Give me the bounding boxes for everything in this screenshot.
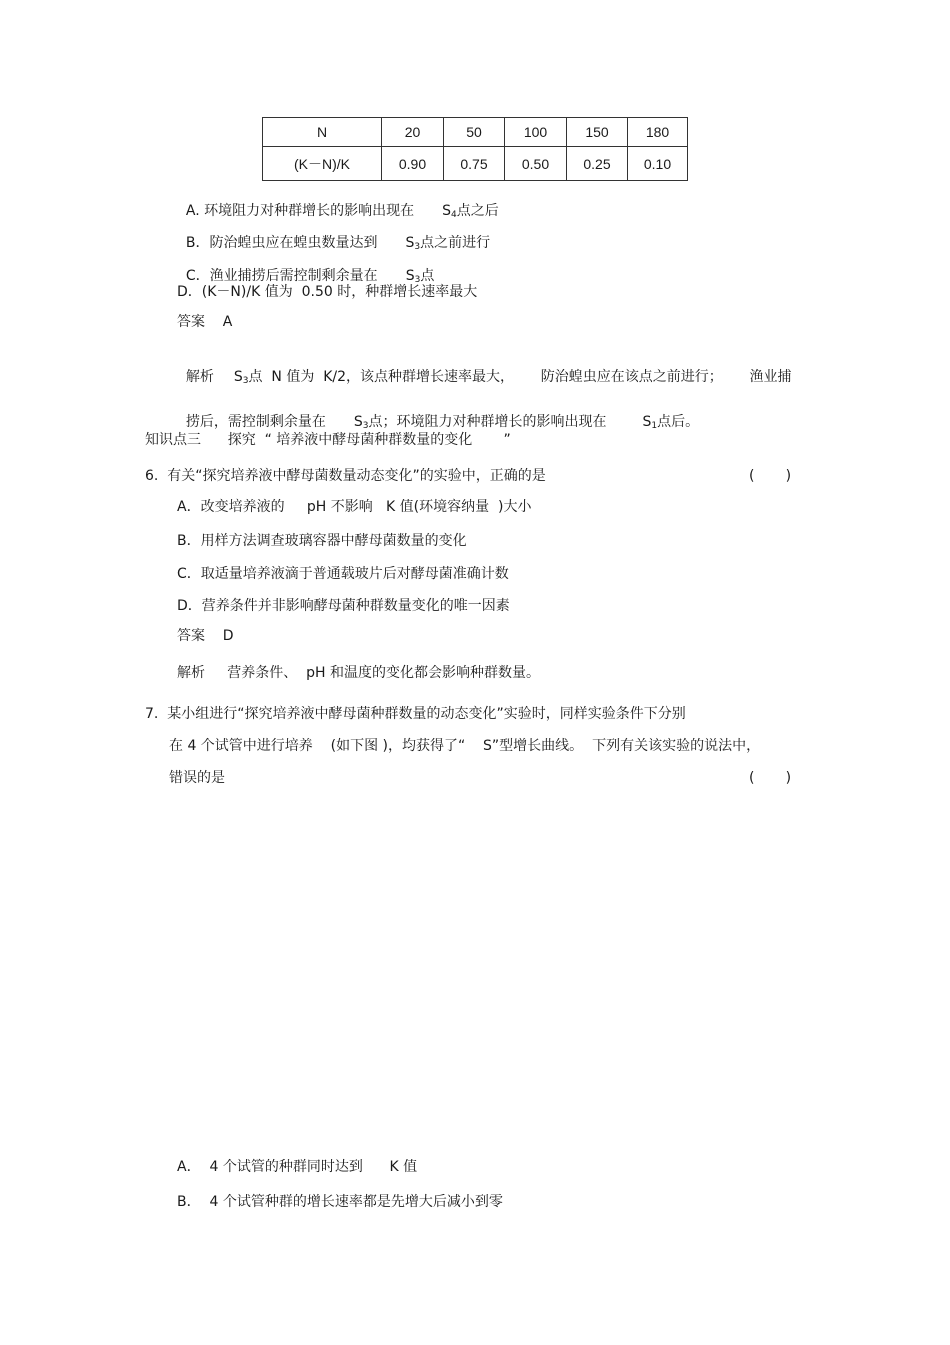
option-subscript: 3 [414,242,421,252]
table-cell: 20 [382,118,444,147]
table-cell: 180 [628,118,688,147]
option-text: 点之前进行 [420,235,491,251]
q7-stem-line1: 7. 某小组进行“探究培养液中酵母菌种群数量的动态变化”实验时，同样实验条件下分别 [145,706,686,722]
option-text: 点之后 [456,203,499,219]
analysis-text: 点；环境阻力对种群增长的影响出现在 [368,414,607,430]
table-cell: 0.50 [505,147,567,181]
table-cell: 0.75 [444,147,505,181]
analysis-subscript: 1 [651,421,658,431]
q6-answer: 答案 D [177,628,234,644]
option-text: A. 环境阻力对种群增长的影响出现在 [185,203,415,219]
q6-option-a: A．改变培养液的 pH 不影响 K 值(环境容纳量 )大小 [177,499,532,515]
option-symbol: S [442,203,452,219]
analysis-text: 点 N 值为 K/2，该点种群增长速率最大， 防治蝗虫应在该点之前进行； 渔业捕 [248,369,792,385]
q6-answer-blank: ( ) [749,468,792,484]
option-symbol: S [405,235,415,251]
q6-option-d: D．营养条件并非影响酵母菌种群数量变化的唯一因素 [177,598,510,614]
table-cell: 150 [567,118,628,147]
table-cell: 0.10 [628,147,688,181]
q7-option-a: A． 4 个试管的种群同时达到 K 值 [177,1159,418,1175]
table-cell: N [263,118,382,147]
q6-option-b: B．用样方法调查玻璃容器中酵母菌数量的变化 [177,533,467,549]
analysis-subscript: 3 [242,376,249,386]
table-cell: 100 [505,118,567,147]
analysis-label: 解析 [185,369,214,385]
analysis-symbol: S [642,414,652,430]
option-text: 点 [420,268,435,284]
q5-answer: 答案 A [177,314,233,330]
analysis-symbol: S [233,369,243,385]
option-symbol: S [405,268,415,284]
option-subscript: 3 [414,275,421,285]
q5-analysis-line1 [177,350,791,390]
option-text: B．防治蝗虫应在蝗虫数量达到 [185,235,378,251]
q7-option-b: B． 4 个试管种群的增长速率都是先增大后减小到零 [177,1194,503,1210]
q6-option-c: C．取适量培养液滴于普通载玻片后对酵母菌准确计数 [177,566,509,582]
q5-analysis-line2 [177,395,699,435]
table-cell: (K－N)/K [263,147,382,181]
table-cell: 0.90 [382,147,444,181]
n-k-table [262,117,688,181]
q7-answer-blank: ( ) [749,770,792,786]
analysis-symbol: S [353,414,363,430]
q6-analysis: 解析 营养条件、 pH 和温度的变化都会影响种群数量。 [177,665,541,681]
table-cell: 50 [444,118,505,147]
option-text: C．渔业捕捞后需控制剩余量在 [185,268,378,284]
analysis-subscript: 3 [362,421,369,431]
table-cell: 0.25 [567,147,628,181]
analysis-text: 捞后，需控制剩余量在 [185,414,326,430]
analysis-text: 点后。 [657,414,700,430]
q5-option-d: D．(K－N)/K 值为 0.50 时，种群增长速率最大 [177,284,478,300]
q7-stem-line2: 在 4 个试管中进行培养 (如下图 )，均获得了“ S”型增长曲线。 下列有关该实验的说法中， [169,738,761,754]
q6-stem: 6. 有关“探究培养液中酵母菌数量动态变化”的实验中，正确的是 [145,468,546,484]
q7-stem-line3: 错误的是 [169,770,225,786]
table-row [263,147,688,181]
option-subscript: 4 [451,210,457,220]
table-header-row [263,118,688,147]
section-title: 知识点三 探究 “ 培养液中酵母菌种群数量的变化 ” [145,432,511,448]
